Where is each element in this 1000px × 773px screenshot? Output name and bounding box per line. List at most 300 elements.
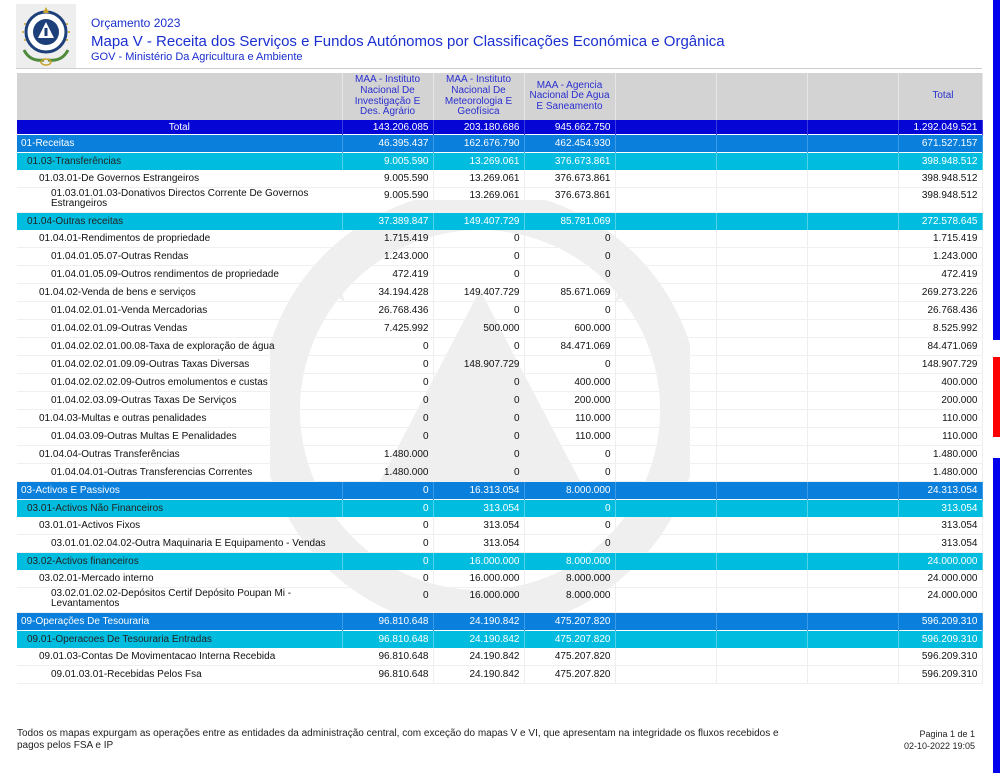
cell-value: 0 [524, 230, 615, 248]
cell-value [807, 535, 898, 553]
cell-value [807, 613, 898, 631]
cell-value: 9.005.590 [342, 153, 433, 171]
cell-value [716, 666, 807, 684]
row-label: 01.04.01-Rendimentos de propriedade [17, 230, 342, 248]
table-row [17, 535, 982, 553]
cell-value [615, 320, 716, 338]
cell-value: 0 [433, 428, 524, 446]
cell-value [615, 570, 716, 588]
table-row [17, 500, 982, 518]
cell-value [615, 374, 716, 392]
cell-value: 8.000.000 [524, 570, 615, 588]
cell-value [716, 535, 807, 553]
cell-value [716, 302, 807, 320]
cell-value [716, 392, 807, 410]
header-label-column [17, 73, 342, 120]
table-row [17, 553, 982, 571]
cell-value: 0 [524, 302, 615, 320]
cell-value: 475.207.820 [524, 666, 615, 684]
cell-value: 24.190.842 [433, 648, 524, 666]
row-label: 03.01-Activos Não Financeiros [17, 500, 342, 518]
side-bar-blue-bottom [993, 458, 1000, 773]
cell-value [807, 446, 898, 464]
cell-value: 0 [342, 356, 433, 374]
cell-value [716, 613, 807, 631]
report-header [16, 4, 976, 68]
cell-value: 376.673.861 [524, 170, 615, 188]
row-total-value: 313.054 [898, 500, 982, 518]
cell-value [615, 553, 716, 571]
row-total-value: 398.948.512 [898, 170, 982, 188]
column-header-total: Total [898, 73, 982, 120]
cell-value [716, 120, 807, 135]
cell-value: 9.005.590 [342, 188, 433, 213]
cell-value [716, 446, 807, 464]
cell-value [716, 266, 807, 284]
row-total-value: 269.273.226 [898, 284, 982, 302]
cell-value: 475.207.820 [524, 613, 615, 631]
column-header: MAA - Instituto Nacional De Investigação E Des. Agrário [342, 73, 433, 120]
cell-value: 34.194.428 [342, 284, 433, 302]
cell-value: 376.673.861 [524, 153, 615, 171]
cell-value: 0 [524, 446, 615, 464]
revenue-table [17, 73, 983, 684]
column-header [807, 73, 898, 120]
cell-value [615, 188, 716, 213]
cell-value [807, 553, 898, 571]
cell-value [807, 153, 898, 171]
cell-value [716, 500, 807, 518]
row-total-value: 24.000.000 [898, 553, 982, 571]
row-label: 01.03-Transferências [17, 153, 342, 171]
cell-value [807, 410, 898, 428]
row-label: 01.03.01.01.03-Donativos Directos Corrente De Governos Estrangeiros [17, 188, 342, 213]
cell-value: 8.000.000 [524, 553, 615, 571]
cell-value [615, 464, 716, 482]
table-row [17, 464, 982, 482]
cell-value [807, 517, 898, 535]
row-label: 01.04.01.05.09-Outros rendimentos de propriedade [17, 266, 342, 284]
cell-value [615, 120, 716, 135]
cell-value: 8.000.000 [524, 482, 615, 500]
row-label: 01-Receitas [17, 135, 342, 153]
row-total-value: 1.715.419 [898, 230, 982, 248]
row-label: 01.04.02.02.02.09-Outros emolumentos e custas [17, 374, 342, 392]
header-divider [16, 68, 982, 69]
table-row [17, 338, 982, 356]
row-label: 09-Operações De Tesouraria [17, 613, 342, 631]
row-label: 01.04.02.03.09-Outras Taxas De Serviços [17, 392, 342, 410]
table-row [17, 446, 982, 464]
cell-value [716, 248, 807, 266]
row-label: 01.04.02.02.01.09.09-Outras Taxas Diversas [17, 356, 342, 374]
cell-value: 96.810.648 [342, 666, 433, 684]
cell-value [807, 588, 898, 613]
row-total-value: 84.471.069 [898, 338, 982, 356]
cell-value [807, 631, 898, 649]
cell-value [807, 500, 898, 518]
cell-value: 24.190.842 [433, 631, 524, 649]
cell-value: 313.054 [433, 517, 524, 535]
cell-value: 203.180.686 [433, 120, 524, 135]
cell-value: 1.715.419 [342, 230, 433, 248]
cell-value: 475.207.820 [524, 631, 615, 649]
table-row [17, 153, 982, 171]
cell-value [716, 428, 807, 446]
cell-value [615, 266, 716, 284]
cell-value: 7.425.992 [342, 320, 433, 338]
row-label: 03.02.01-Mercado interno [17, 570, 342, 588]
cell-value [615, 302, 716, 320]
cell-value [807, 428, 898, 446]
row-total-value: 8.525.992 [898, 320, 982, 338]
cell-value: 0 [524, 500, 615, 518]
row-label: 03.01.01-Activos Fixos [17, 517, 342, 535]
cell-value: 0 [524, 464, 615, 482]
cell-value [615, 170, 716, 188]
cell-value [615, 338, 716, 356]
cell-value: 149.407.729 [433, 213, 524, 231]
cell-value: 0 [342, 535, 433, 553]
table-row [17, 320, 982, 338]
cell-value [615, 230, 716, 248]
table-row [17, 588, 982, 613]
side-bar-blue-top [993, 0, 1000, 340]
cell-value: 462.454.930 [524, 135, 615, 153]
total-row [17, 120, 982, 135]
cell-value [615, 135, 716, 153]
cell-value [716, 374, 807, 392]
cell-value: 0 [342, 374, 433, 392]
cell-value: 149.407.729 [433, 284, 524, 302]
table-row [17, 392, 982, 410]
cell-value [807, 170, 898, 188]
cell-value [716, 464, 807, 482]
report-title: Mapa V - Receita dos Serviços e Fundos Autónomos por Classificações Económica e Orgânica [91, 33, 725, 50]
cell-value: 313.054 [433, 500, 524, 518]
page-number: Pagina 1 de 1 [919, 729, 975, 739]
cell-value: 162.676.790 [433, 135, 524, 153]
cell-value [615, 648, 716, 666]
cell-value: 24.190.842 [433, 666, 524, 684]
cell-value [807, 213, 898, 231]
cell-value: 16.000.000 [433, 588, 524, 613]
table-row [17, 631, 982, 649]
cell-value [807, 570, 898, 588]
column-header [716, 73, 807, 120]
table-row [17, 135, 982, 153]
table-row [17, 666, 982, 684]
cell-value [615, 517, 716, 535]
row-label: 03.02.01.02.02-Depósitos Certif Depósito Poupan Mi - Levantamentos [17, 588, 342, 613]
row-label: 03.02-Activos financeiros [17, 553, 342, 571]
cell-value [716, 338, 807, 356]
cell-value [615, 446, 716, 464]
cell-value: 1.480.000 [342, 464, 433, 482]
row-total-value: 1.480.000 [898, 464, 982, 482]
cell-value [807, 248, 898, 266]
cell-value [716, 553, 807, 571]
row-total-value: 110.000 [898, 428, 982, 446]
table-row [17, 230, 982, 248]
cell-value: 0 [433, 392, 524, 410]
table-row [17, 482, 982, 500]
report-subtitle: GOV - Ministério Da Agricultura e Ambiente [91, 51, 303, 63]
cell-value: 96.810.648 [342, 613, 433, 631]
cell-value [716, 410, 807, 428]
row-label: 01.04.04-Outras Transferências [17, 446, 342, 464]
row-total-value: 313.054 [898, 517, 982, 535]
cell-value: 0 [342, 410, 433, 428]
row-total-value: 272.578.645 [898, 213, 982, 231]
cell-value: 0 [342, 392, 433, 410]
cell-value: 0 [524, 517, 615, 535]
cell-value: 0 [524, 266, 615, 284]
cell-value [716, 188, 807, 213]
cell-value [716, 517, 807, 535]
cell-value [807, 338, 898, 356]
cell-value [807, 266, 898, 284]
column-header [615, 73, 716, 120]
cell-value [615, 410, 716, 428]
column-header: MAA - Instituto Nacional De Meteorologia E Geofísica [433, 73, 524, 120]
cell-value: 0 [342, 482, 433, 500]
row-label: 01.04-Outras receitas [17, 213, 342, 231]
cell-value: 9.005.590 [342, 170, 433, 188]
row-total-value: 200.000 [898, 392, 982, 410]
cell-value [615, 535, 716, 553]
table-row [17, 302, 982, 320]
cell-value [716, 230, 807, 248]
row-total-value: 596.209.310 [898, 631, 982, 649]
cell-value: 96.810.648 [342, 648, 433, 666]
table-row [17, 248, 982, 266]
row-label: 03-Activos E Passivos [17, 482, 342, 500]
row-total-value: 24.313.054 [898, 482, 982, 500]
row-total-value: 24.000.000 [898, 588, 982, 613]
cell-value [807, 120, 898, 135]
cell-value: 96.810.648 [342, 631, 433, 649]
cell-value [615, 500, 716, 518]
cell-value: 46.395.437 [342, 135, 433, 153]
row-label: 01.04.04.01-Outras Transferencias Correntes [17, 464, 342, 482]
row-label: Total [17, 120, 342, 135]
table-body [17, 120, 982, 684]
cell-value [716, 153, 807, 171]
cell-value [615, 613, 716, 631]
row-total-value: 24.000.000 [898, 570, 982, 588]
cell-value [807, 482, 898, 500]
coat-of-arms-icon [16, 4, 76, 68]
cell-value [807, 392, 898, 410]
row-label: 01.03.01-De Governos Estrangeiros [17, 170, 342, 188]
cell-value [807, 648, 898, 666]
table-row [17, 356, 982, 374]
cell-value: 0 [342, 428, 433, 446]
print-datetime: 02-10-2022 19:05 [903, 741, 975, 751]
cell-value [716, 570, 807, 588]
row-label: 03.01.01.02.04.02-Outra Maquinaria E Equipamento - Vendas [17, 535, 342, 553]
cell-value: 37.389.847 [342, 213, 433, 231]
cell-value: 0 [342, 570, 433, 588]
cell-value [615, 392, 716, 410]
cell-value [615, 588, 716, 613]
cell-value [716, 648, 807, 666]
table-row [17, 570, 982, 588]
cell-value: 0 [524, 356, 615, 374]
row-total-value: 596.209.310 [898, 666, 982, 684]
cell-value [807, 284, 898, 302]
cell-value: 13.269.061 [433, 188, 524, 213]
cell-value: 110.000 [524, 410, 615, 428]
row-label: 01.04.02.01.09-Outras Vendas [17, 320, 342, 338]
cell-value: 0 [342, 553, 433, 571]
cell-value: 143.206.085 [342, 120, 433, 135]
cell-value [807, 666, 898, 684]
cell-value: 0 [433, 410, 524, 428]
cell-value [615, 482, 716, 500]
row-total-value: 596.209.310 [898, 648, 982, 666]
table-row [17, 170, 982, 188]
cell-value: 16.000.000 [433, 553, 524, 571]
row-label: 01.04.02-Venda de bens e serviços [17, 284, 342, 302]
cell-value: 16.000.000 [433, 570, 524, 588]
table-row [17, 213, 982, 231]
table-row [17, 188, 982, 213]
cell-value: 475.207.820 [524, 648, 615, 666]
cell-value: 0 [433, 374, 524, 392]
table-row [17, 284, 982, 302]
cell-value: 0 [433, 338, 524, 356]
cell-value [807, 356, 898, 374]
cell-value: 1.243.000 [342, 248, 433, 266]
cell-value [807, 464, 898, 482]
row-total-value: 313.054 [898, 535, 982, 553]
cell-value: 0 [342, 338, 433, 356]
table-header-row [17, 73, 982, 120]
row-label: 09.01.03-Contas De Movimentacao Interna Recebida [17, 648, 342, 666]
cell-value: 500.000 [433, 320, 524, 338]
table-row [17, 374, 982, 392]
table-row [17, 428, 982, 446]
cell-value [716, 482, 807, 500]
table-row [17, 517, 982, 535]
cell-value: 200.000 [524, 392, 615, 410]
cell-value [615, 356, 716, 374]
row-total-value: 26.768.436 [898, 302, 982, 320]
cell-value: 376.673.861 [524, 188, 615, 213]
cell-value [716, 320, 807, 338]
cell-value [807, 135, 898, 153]
row-label: 09.01-Operacoes De Tesouraria Entradas [17, 631, 342, 649]
cell-value: 0 [433, 446, 524, 464]
cell-value [615, 213, 716, 231]
column-header: MAA - Agencia Nacional De Agua E Saneamento [524, 73, 615, 120]
cell-value [615, 153, 716, 171]
cell-value [807, 188, 898, 213]
cell-value: 0 [433, 230, 524, 248]
cell-value [807, 230, 898, 248]
table-row [17, 613, 982, 631]
budget-year: Orçamento 2023 [91, 16, 181, 30]
cell-value [716, 135, 807, 153]
row-total-value: 398.948.512 [898, 153, 982, 171]
cell-value: 0 [433, 248, 524, 266]
row-label: 09.01.03.01-Recebidas Pelos Fsa [17, 666, 342, 684]
cell-value [807, 374, 898, 392]
cell-value: 600.000 [524, 320, 615, 338]
cell-value [615, 428, 716, 446]
side-bar-red [993, 357, 1000, 437]
cell-value: 0 [433, 302, 524, 320]
cell-value: 13.269.061 [433, 153, 524, 171]
cell-value [615, 631, 716, 649]
cell-value [615, 284, 716, 302]
row-label: 01.04.02.02.01.00.08-Taxa de exploração de água [17, 338, 342, 356]
row-label: 01.04.02.01.01-Venda Mercadorias [17, 302, 342, 320]
cell-value: 945.662.750 [524, 120, 615, 135]
cell-value [716, 213, 807, 231]
cell-value: 0 [524, 248, 615, 266]
cell-value: 8.000.000 [524, 588, 615, 613]
cell-value: 84.471.069 [524, 338, 615, 356]
row-total-value: 671.527.157 [898, 135, 982, 153]
cell-value: 148.907.729 [433, 356, 524, 374]
row-total-value: 148.907.729 [898, 356, 982, 374]
cell-value: 0 [342, 588, 433, 613]
cell-value: 16.313.054 [433, 482, 524, 500]
table-row [17, 410, 982, 428]
cell-value [807, 320, 898, 338]
cell-value [615, 248, 716, 266]
cell-value: 13.269.061 [433, 170, 524, 188]
cell-value [807, 302, 898, 320]
row-total-value: 1.480.000 [898, 446, 982, 464]
row-total-value: 1.243.000 [898, 248, 982, 266]
cell-value: 85.781.069 [524, 213, 615, 231]
cell-value: 0 [342, 517, 433, 535]
cell-value: 24.190.842 [433, 613, 524, 631]
row-label: 01.04.03-Multas e outras penalidades [17, 410, 342, 428]
row-total-value: 1.292.049.521 [898, 120, 982, 135]
cell-value: 313.054 [433, 535, 524, 553]
cell-value: 110.000 [524, 428, 615, 446]
cell-value: 85.671.069 [524, 284, 615, 302]
row-total-value: 400.000 [898, 374, 982, 392]
row-total-value: 398.948.512 [898, 188, 982, 213]
cell-value: 0 [433, 464, 524, 482]
table-row [17, 266, 982, 284]
row-total-value: 110.000 [898, 410, 982, 428]
cell-value [716, 284, 807, 302]
cell-value [716, 170, 807, 188]
cell-value [716, 356, 807, 374]
row-total-value: 596.209.310 [898, 613, 982, 631]
cell-value: 1.480.000 [342, 446, 433, 464]
cell-value [615, 666, 716, 684]
cell-value: 400.000 [524, 374, 615, 392]
cell-value: 26.768.436 [342, 302, 433, 320]
footer-page-info [904, 728, 975, 752]
row-label: 01.04.03.09-Outras Multas E Penalidades [17, 428, 342, 446]
table-row [17, 648, 982, 666]
cell-value: 0 [433, 266, 524, 284]
footer-note: Todos os mapas expurgam as operações entre as entidades da administração central, com exceção do mapas V e VI, que apresentam na integridade os fluxos recebidos e pagos pelos FSA e IP [17, 728, 779, 751]
cell-value [716, 631, 807, 649]
cell-value: 472.419 [342, 266, 433, 284]
cell-value [716, 588, 807, 613]
cell-value: 0 [342, 500, 433, 518]
